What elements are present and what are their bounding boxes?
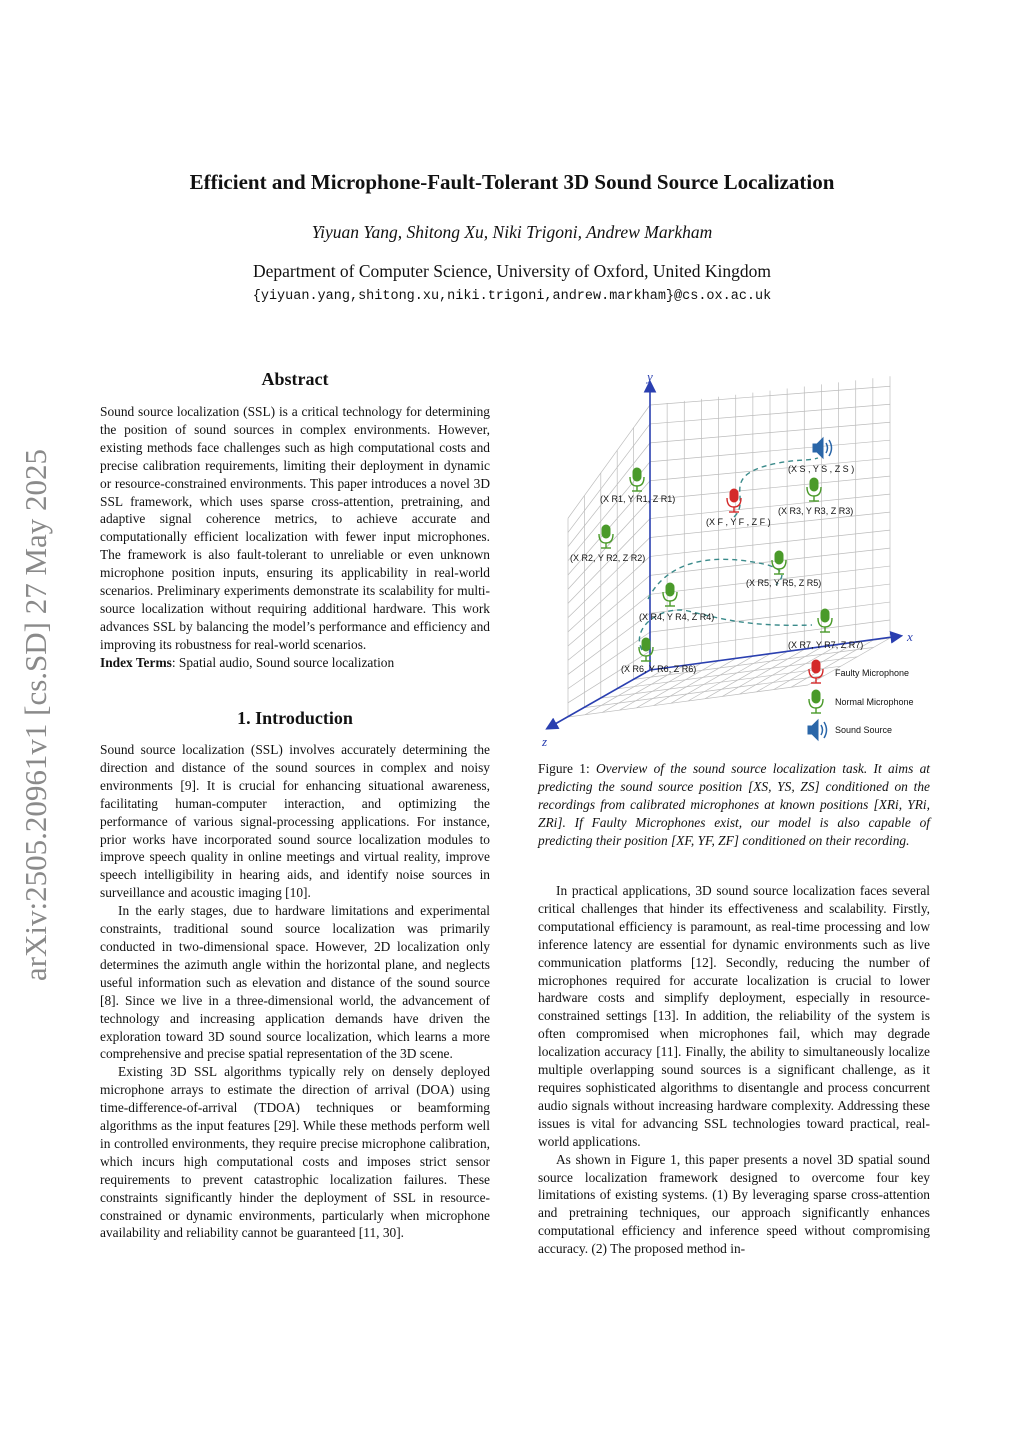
right-column-body xyxy=(538,882,930,1258)
microphone-r3-icon xyxy=(807,478,821,501)
figure-1-caption xyxy=(538,760,930,850)
abstract-text: Sound source localization (SSL) is a critical technology for determining the position of sound sources in complex environments. However, existing methods face challenges such as high computational costs and precise calibration requirements, limiting their deployment in dynamic or resource-constrained environments. This paper introduces a novel 3D SSL framework, which uses sparse cross-attention, pretraining, and adaptive signal coherence metrics, to achieve accurate and computationally efficient localization with fewer input microphones. The framework is also fault-tolerant to unreliable or even unknown microphone position inputs, ensuring its applicability in real-world scenarios. Preliminary experiments demonstrate its scalability for multi-source localization without requiring additional hardware. This work advances SSL by balancing the model’s performance and efficiency and improving its robustness for real-world scenarios. xyxy=(100,404,490,652)
legend-faulty: Faulty Microphone xyxy=(835,668,910,678)
x-axis-label: x xyxy=(907,629,913,644)
grid-planes xyxy=(568,376,890,717)
author-list: Yiyuan Yang, Shitong Xu, Niki Trigoni, Andrew Markham xyxy=(311,222,713,242)
figure-1 xyxy=(538,365,930,750)
affiliation: Department of Computer Science, University of Oxford, United Kingdom xyxy=(252,261,772,281)
abstract-body xyxy=(100,403,490,672)
microphone-r5-icon xyxy=(772,551,786,574)
figure-1-diagram xyxy=(538,365,930,750)
label-r7: (X R7, Y R7, Z R7) xyxy=(788,640,864,650)
microphone-r7-icon xyxy=(818,609,832,632)
caption-label: Figure 1: xyxy=(538,761,596,776)
legend-normal: Normal Microphone xyxy=(835,697,914,707)
caption-text: Overview of the sound source localization task. It aims at predicting the sound source position [XS, YS, ZS] conditioned on the recordings from calibrated microphones at known positions [XRi, YRi, ZRi]. If Faulty Microphones exist, our model is also capable of predicting their position [XF, YF, ZF] conditioned on their recording. xyxy=(538,761,930,848)
intro-paragraph: Sound source localization (SSL) involves accurately determining the direction and distance of the sound sources in complex and noisy environments [9]. It is crucial for enhancing situational awareness, facilitating human-computer interaction, and optimizing the performance of various signal-processing applications. For instance, prior works have incorporated sound source localization modules to improve speech quality in online meetings and virtual reality, improve speech intelligibility in hearing aids, and identify noise sources in surveillance and acoustic imaging [10]. xyxy=(100,742,490,901)
intro-paragraph: In the early stages, due to hardware limitations and experimental constraints, traditional sound source localization was primarily conducted in two-dimensional space. However, 2D localization only determines the azimuth angle within the horizontal plane, and neglects useful information such as elevation and distance of the sound source [8]. Since we live in a three-dimensional world, the advancement of technology and increasing application demands have driven the exploration toward 3D sound source localization, which learns a more comprehensive and precise spatial representation of the 3D scene. xyxy=(100,903,490,1062)
index-terms-label: Index Terms xyxy=(100,654,172,670)
abstract-heading: Abstract xyxy=(261,369,329,389)
label-r3: (X R3, Y R3, Z R3) xyxy=(778,506,854,516)
arxiv-stamp-text: arXiv:2505.20961v1 [cs.SD] 27 May 2025 xyxy=(18,448,53,982)
paper-title: Efficient and Microphone-Fault-Tolerant 3D Sound Source Localization xyxy=(189,170,835,194)
label-r6: (X R6, Y R6, Z R6) xyxy=(621,664,697,674)
y-axis-label: y xyxy=(647,369,653,384)
body-paragraph: In practical applications, 3D sound source localization faces several critical challenges that hinder its effectiveness and scalability. Firstly, computational efficiency is paramount, as real-time processing and low inference latency are essential for dynamic environments such as live communication platforms [12]. Secondly, reducing the number of microphones required for accurate localization is crucial to lower hardware costs and simplify deployment, especially in resource-constrained settings [13]. In addition, the reliability of the system is often compromised when microphones fail, which may degrade localization accuracy [11]. Finally, the ability to simultaneously localize multiple overlapping sound sources is a significant challenge, as it requires sophisticated algorithms to disentangle and process concurrent audio signals without increasing hardware complexity. Addressing these issues is vital for advancing SSL technologies toward practical, real-world applications. xyxy=(538,883,930,1149)
label-r5: (X R5, Y R5, Z R5) xyxy=(746,578,822,588)
label-r2: (X R2, Y R2, Z R2) xyxy=(570,553,646,563)
microphone-r4-icon xyxy=(663,583,677,606)
label-r4: (X R4, Y R4, Z R4) xyxy=(639,612,715,622)
legend-source: Sound Source xyxy=(835,725,893,735)
z-axis xyxy=(548,670,650,728)
label-r1: (X R1, Y R1, Z R1) xyxy=(600,494,676,504)
introduction-heading: 1. Introduction xyxy=(237,708,353,728)
intro-paragraph: Existing 3D SSL algorithms typically rely on densely deployed microphone arrays to estimate the direction of arrival (DOA) using time-difference-of-arrival (TDOA) techniques or beamforming algorithms as the input features [29]. While these methods perform well in controlled environments, they require precise microphone calibration, which incurs high computational costs and imposes strict sensor requirements to prevent catastrophic localization failures. These constraints significantly hinder the deployment of SSL in resource-constrained or dynamic environments, particularly when microphone availability and reliability cannot be guaranteed [11, 30]. xyxy=(100,1064,490,1241)
index-terms-text: : Spatial audio, Sound source localization xyxy=(171,654,395,670)
sound-source-speaker-icon xyxy=(813,438,832,458)
legend-faulty-icon xyxy=(809,660,823,683)
label-source: (X S , Y S , Z S ) xyxy=(788,464,855,474)
body-paragraph: As shown in Figure 1, this paper presents a novel 3D spatial sound source localization framework designed to overcome four key limitations of existing systems. (1) By leveraging sparse cross-attention and pretraining techniques, our approach significantly enhances computational efficiency and inference speed without compromising accuracy. (2) The proposed method in- xyxy=(538,1151,930,1257)
author-emails: {yiyuan.yang,shitong.xu,niki.trigoni,andrew.markham}@cs.ox.ac.uk xyxy=(252,289,772,304)
introduction-body xyxy=(100,741,490,1242)
label-faulty: (X F , Y F , Z F ) xyxy=(706,517,771,527)
legend-source-icon xyxy=(808,720,827,740)
z-axis-label: z xyxy=(542,734,548,749)
index-terms xyxy=(100,654,490,672)
legend-normal-icon xyxy=(809,690,823,713)
